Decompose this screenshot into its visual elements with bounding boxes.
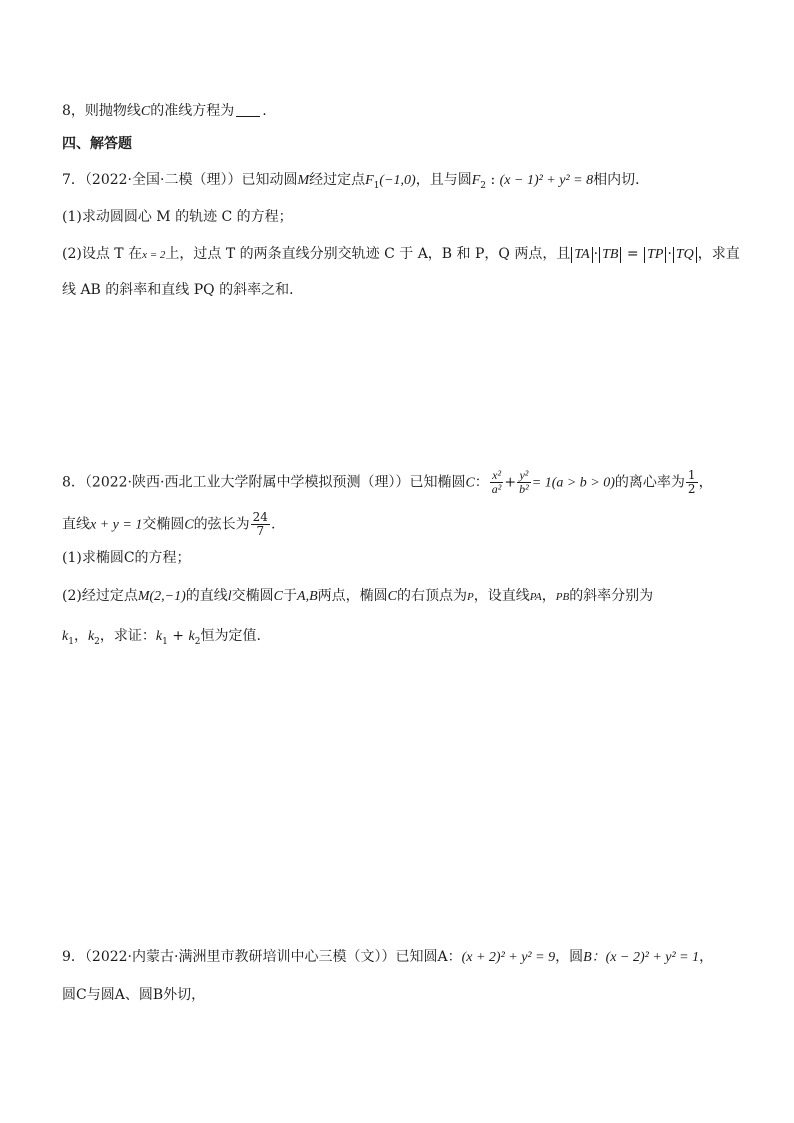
section-heading: 四、解答题	[62, 136, 132, 152]
p8-l2-c: 的弦长为	[193, 516, 250, 533]
p8-l2-a: 直线	[62, 516, 90, 533]
p8-number: 8．	[62, 474, 85, 491]
p8-p2-d: 于	[283, 588, 298, 604]
p7-f1-sub: 1	[373, 180, 380, 191]
p8-chord-frac	[251, 511, 270, 538]
p7-f2: F	[471, 173, 481, 188]
p8-p3-b: 恒为定值.	[200, 628, 261, 644]
p7-p2-c: ，求直	[697, 246, 740, 262]
p9-number: 9．	[62, 949, 85, 965]
p7-f1: F	[365, 173, 374, 188]
p8-k2-sub: 2	[94, 636, 100, 647]
p8-k1: k	[62, 629, 69, 644]
p8-ecc-num: 1	[687, 468, 696, 482]
p7-abs-tb: TB	[599, 247, 621, 263]
p8-frac-y: $\frac{\text{y²}}{\text{b²}}$	[519, 468, 529, 496]
p8-var-c: C	[465, 475, 475, 491]
p9-text-b: ，圆	[555, 949, 584, 965]
p7-abs-tp: TP	[644, 247, 666, 263]
p7-var-m: M	[297, 173, 310, 188]
p8-p2-e: 两点，椭圆	[317, 588, 388, 604]
problem-9-line-2: 圆C与圆A、圆B外切，	[62, 987, 206, 1003]
p8-p2-c-var2: C	[387, 589, 397, 604]
p7-text-d: 相内切．	[593, 172, 650, 188]
problem-9-stem: 9．（2022·内蒙古·满洲里市教研培训中心三模（文））已知圆A：(x + 2)² + y² = 9，圆B：(x − 2)² + y² = 1，	[62, 949, 714, 965]
p7-f1-coord: (−1,0)	[379, 173, 416, 188]
p8-sum-k1: k	[155, 629, 163, 644]
problem-7-part-2: (2)设点 T 在x = 2上，过点 T 的两条直线分别交轨迹 C 于 A，B 和 P，Q 两点，且 TA · TB = TP · TQ ，求直	[62, 246, 740, 262]
p8-l2-b: 交椭圆	[142, 516, 185, 533]
prev-end: .	[262, 103, 267, 119]
p8-p2-f: 的右顶点为	[396, 588, 467, 604]
p8-ecc-frac	[686, 469, 698, 496]
problem-7-part-2-cont: 线 AB 的斜率和直线 PQ 的斜率之和．	[62, 282, 304, 298]
p9-text-a: 已知圆A：	[395, 949, 462, 965]
p8-eq-rhs: = 1(a > b > 0)	[531, 475, 615, 491]
p9-eq-a: (x + 2)² + y² = 9	[461, 950, 556, 965]
p7-number: 7．	[62, 172, 85, 188]
p8-p2-h: 的斜率分别为	[569, 588, 654, 604]
p8-text-b: 的离心率为	[614, 474, 685, 491]
p7-p2-line: x = 2	[142, 249, 166, 261]
p7-source: （2022·全国·二模（理））	[84, 172, 242, 188]
p8-p2-b: 的直线	[185, 588, 228, 604]
p9-eq-b: ：(x − 2)² + y² = 1	[591, 950, 700, 965]
p7-text-a: 已知动圆	[241, 172, 298, 188]
p8-p3-a: ，求证：	[99, 628, 156, 644]
problem-7-stem: 7．（2022·全国·二模（理））已知动圆M经过定点$F_1(-1,0)$，且与圆$F_2$ : (x − 1)² + y² = 8相内切．	[62, 172, 650, 191]
prev-text-pre: 8，则抛物线	[62, 103, 141, 119]
p8-sum-k2: k	[188, 629, 195, 644]
p8-l2-c-var: C	[184, 517, 194, 533]
problem-8-stem: 8．（2022·陕西·西北工业大学附属中学模拟预测（理））已知椭圆C： $\frac{\text{x²}}{\text{a²}}$ + $\frac{\text{y²}}{\text{b²}}$ = 1(a > b > 0)的离心率为 $\frac{1}{2}$ ，	[62, 468, 713, 496]
p7-abs-ta: TA	[571, 247, 592, 263]
p8-p2-pt: M(2,−1)	[137, 589, 186, 604]
p8-p2-c-var: C	[273, 589, 284, 604]
p8-l2-eq: x + y = 1	[90, 517, 143, 533]
p8-var-pb: PB	[555, 591, 570, 603]
p8-p2-c: 交椭圆	[231, 588, 274, 604]
p8-k1-sub: 1	[68, 636, 74, 647]
p7-f2-eq: (x − 1)² + y² = 8	[499, 173, 594, 188]
problem-8-part-2-cont: $k_1$，$k_2$，求证：$k_1 + k_2$恒为定值.	[62, 628, 261, 647]
problem-8-line-2: 直线x + y = 1交椭圆C的弦长为 $\frac{24}{7}$ .	[62, 510, 276, 538]
p8-var-pa: PA	[529, 591, 542, 603]
p8-chord-num: 24	[252, 510, 268, 524]
p8-source: （2022·陕西·西北工业大学附属中学模拟预测（理））	[84, 474, 410, 491]
p8-p2-g: ，设直线	[473, 588, 530, 604]
prev-var-c: C	[140, 104, 151, 119]
p8-text-a: 已知椭圆	[409, 474, 466, 491]
p9-var-b: B	[583, 950, 592, 965]
p7-p2-b: 上，过点 T 的两条直线分别交轨迹 C 于 A，B 和 P，Q 两点，且	[165, 246, 571, 262]
p8-var-l: l	[227, 589, 232, 604]
p8-ecc-den: 2	[687, 482, 696, 496]
p7-f2-sub: 2	[480, 180, 486, 191]
problem-8-part-2: (2)经过定点M(2,−1)的直线l交椭圆C于A,B两点，椭圆C的右顶点为P，设直线PA，PB的斜率分别为	[62, 588, 654, 604]
p7-abs-tq: TQ	[673, 247, 697, 263]
p8-var-ab: A,B	[297, 589, 318, 604]
p8-chord-den: 7	[256, 524, 265, 538]
p7-text-b: 经过定点	[309, 172, 366, 188]
prev-text-post: 的准线方程为	[150, 103, 235, 119]
p8-p2-a: (2)经过定点	[62, 588, 138, 604]
p7-text-c: ，且与圆	[415, 172, 472, 188]
p8-var-p: P	[466, 591, 474, 603]
problem-8-part-1: (1)求椭圆C的方程；	[62, 550, 191, 566]
p8-frac-x: $\frac{\text{x²}}{\text{a²}}$	[491, 468, 502, 496]
p8-k2: k	[87, 629, 95, 644]
prev-question-line	[62, 101, 267, 122]
p9-source: （2022·内蒙古·满洲里市教研培训中心三模（文））	[84, 949, 396, 965]
p7-p2-a: (2)设点 T 在	[62, 246, 143, 262]
problem-7-part-1: (1)求动圆圆心 M 的轨迹 C 的方程；	[62, 209, 293, 225]
answer-blank	[236, 102, 260, 117]
